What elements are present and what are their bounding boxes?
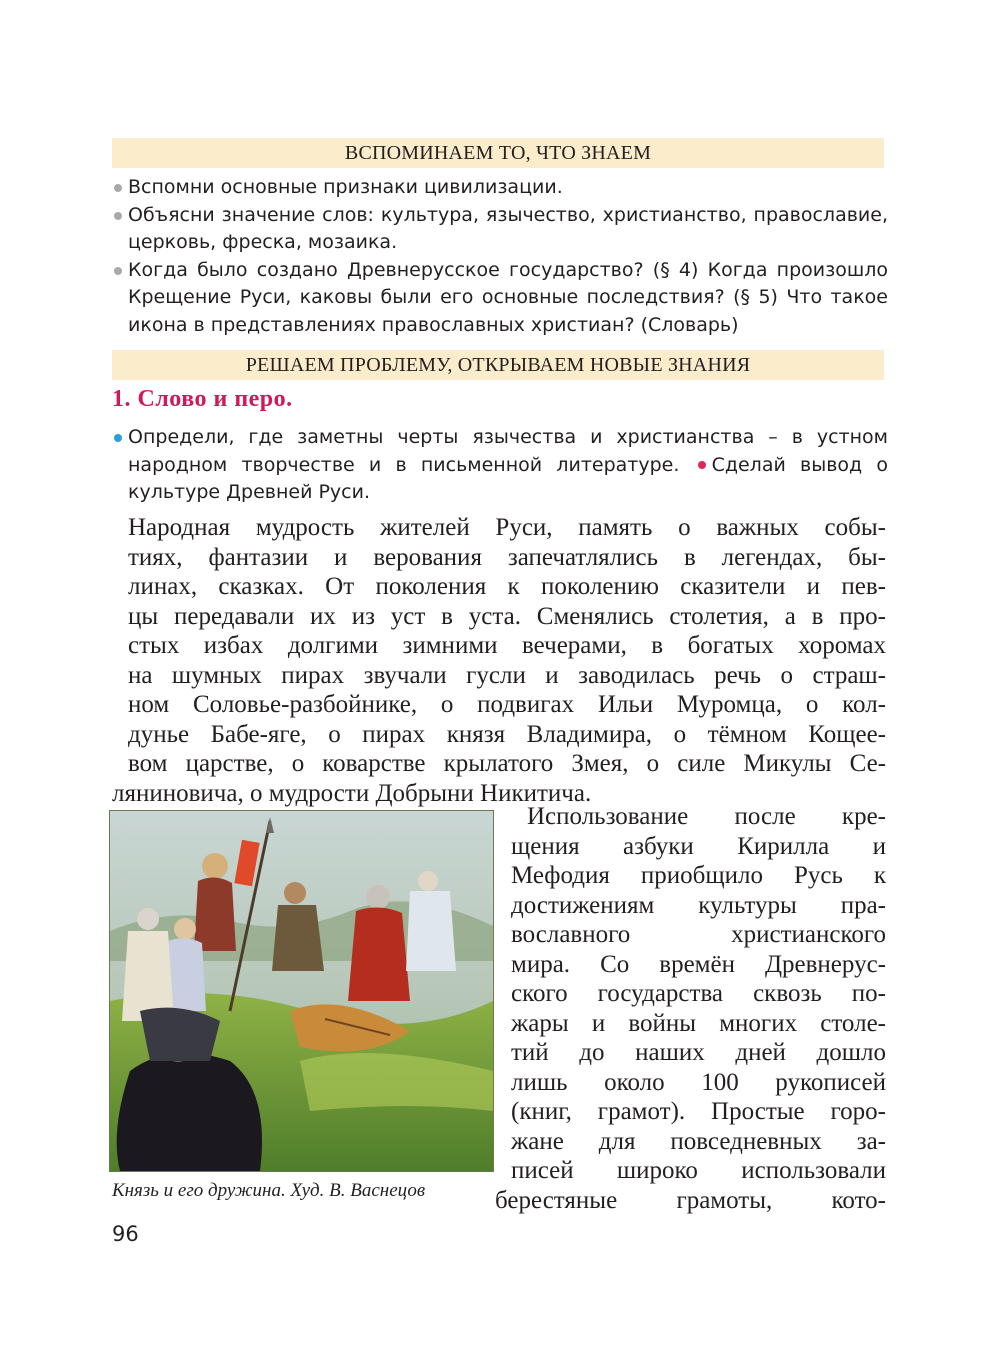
text-line: ского государства сквозь по- bbox=[511, 980, 886, 1007]
text-line: мира. Со времён Древнерус- bbox=[511, 950, 886, 978]
section-title: 1. Слово и перо. bbox=[112, 386, 293, 412]
text-line: дунье Бабе-яге, о пирах князя Владимира, о тёмном Кощее- bbox=[128, 720, 886, 748]
text-line: жане для повседневных за- bbox=[511, 1127, 886, 1155]
text-line: стых избах долгими зимними вечерами, в богатых хоромах bbox=[128, 632, 886, 659]
text-line: жары и войны многих столе- bbox=[511, 1009, 886, 1037]
painting-image bbox=[110, 811, 493, 1171]
text-line: тиях, фантазии и верования запечатлялись в легендах, бы- bbox=[128, 543, 886, 571]
text-line: писей широко использовали bbox=[511, 1157, 886, 1184]
image-caption: Князь и его дружина. Худ. В. Васнецов bbox=[112, 1180, 426, 1201]
text-line: цы передавали их из уст в уста. Сменялись столетия, а в про- bbox=[128, 602, 886, 630]
page-number: 96 bbox=[112, 1222, 139, 1246]
list-item: Вспомни основные признаки цивилизации. bbox=[112, 174, 888, 202]
task bbox=[112, 424, 888, 507]
text-line: Мефодия приобщило Русь к bbox=[511, 862, 886, 889]
text-line: лишь около 100 рукописей bbox=[511, 1068, 886, 1096]
paragraph-folklore bbox=[112, 513, 886, 808]
painting-prince-and-retinue bbox=[109, 810, 494, 1172]
task-item bbox=[112, 424, 888, 507]
recall-questions bbox=[112, 174, 888, 339]
task-part1: Определи, где заметны черты язычества и христианства – в устном народном творчестве и в письменной литературе. bbox=[128, 426, 888, 476]
text-line: Использование после кре- bbox=[527, 803, 886, 830]
task-part2: Сделай вывод о культуре Древней Руси. bbox=[128, 453, 888, 503]
text-line: берестяные грамоты, кото- bbox=[495, 1186, 886, 1214]
text-line: достижениям культуры пра- bbox=[511, 891, 886, 919]
list-item: Объясни значение слов: культура, язычество, христианство, православие, церковь, фреска, мозаика. bbox=[112, 202, 888, 257]
text-line: линах, сказках. От поколения к поколению сказители и пев- bbox=[128, 573, 886, 600]
red-bullet-icon bbox=[698, 461, 706, 469]
text-line: (книг, грамот). Простые горо- bbox=[511, 1098, 886, 1125]
text-line: щения азбуки Кирилла и bbox=[511, 832, 886, 860]
section-header-recall: ВСПОМИНАЕМ ТО, ЧТО ЗНАЕМ bbox=[112, 138, 884, 168]
section-header-new-knowledge: РЕШАЕМ ПРОБЛЕМУ, ОТКРЫВАЕМ НОВЫЕ ЗНАНИЯ bbox=[112, 350, 884, 380]
list-item: Когда было создано Древнерусское государство? (§ 4) Когда произошло Крещение Руси, каковы были его основные последствия? (§ 5) Что такое икона в представлениях православных христиан? (Словарь) bbox=[112, 257, 888, 340]
text-line: ляниновича, о мудрости Добрыни Никитича. bbox=[112, 779, 592, 807]
text-line: тий до наших дней дошло bbox=[511, 1039, 886, 1066]
text-line: вославного христианского bbox=[511, 921, 886, 948]
text-line: вом царстве, о коварстве крылатого Змея, о силе Микулы Се- bbox=[128, 750, 886, 777]
paragraph-writing bbox=[495, 802, 886, 1215]
text-line: ном Соловье-разбойнике, о подвигах Ильи Муромца, о кол- bbox=[128, 691, 886, 718]
text-line: на шумных пирах звучали гусли и заводилась речь о страш- bbox=[128, 661, 886, 689]
text-line: Народная мудрость жителей Руси, память о важных собы- bbox=[128, 514, 886, 541]
